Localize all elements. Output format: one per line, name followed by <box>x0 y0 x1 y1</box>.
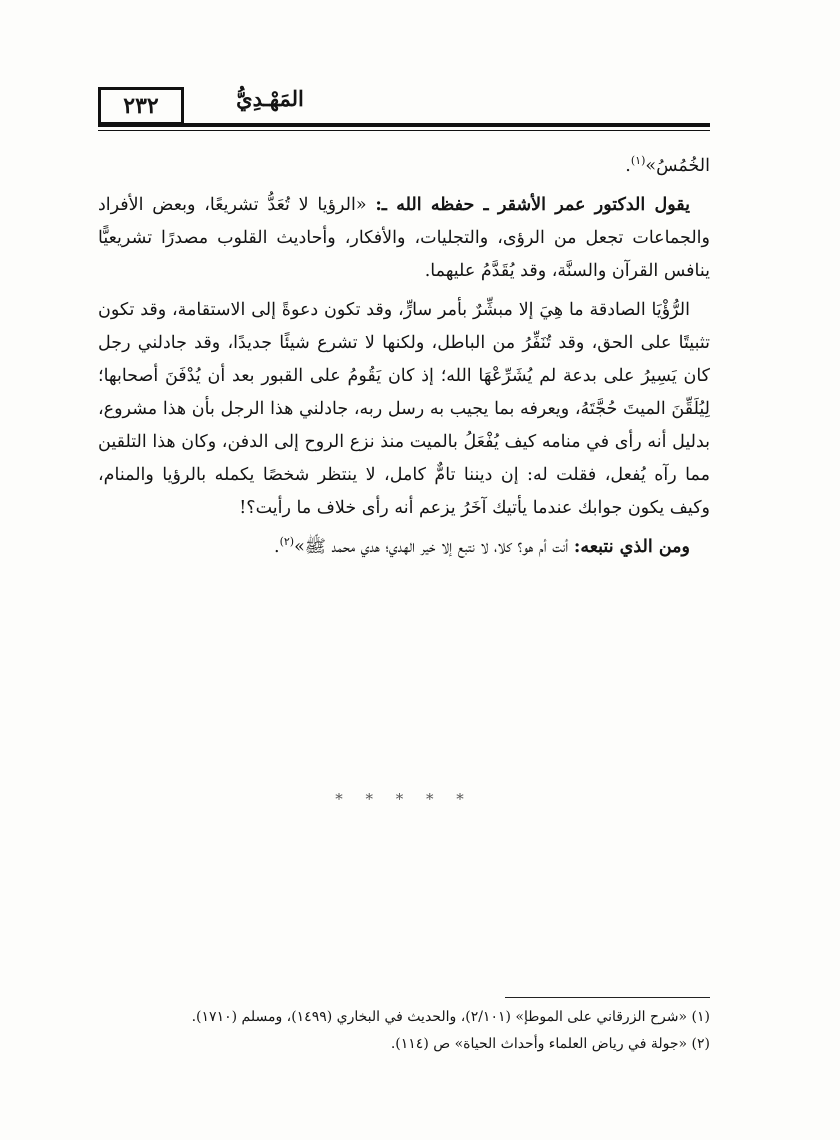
paragraph-whom-we-follow <box>98 531 710 564</box>
paragraph-follow-text: أنت أم هو؟ كلا، لا نتبع إلا خير الهدي؛ هدي محمد ﷺ» <box>294 537 574 557</box>
footnote-ref-2: (٢) <box>279 535 295 549</box>
page-number: ٢٣٢ <box>98 87 184 125</box>
paragraph-ashqar-intro <box>98 189 710 288</box>
speaker-question: ومن الذي نتبعه: <box>573 537 690 557</box>
footnotes <box>98 1004 710 1058</box>
main-text <box>98 150 710 564</box>
paragraph-ashqar-text: «الرؤيا لا تُعَدُّ تشريعًا، وبعض الأفراد والجماعات تجعل من الرؤى، والتجليات، والأفكار، وأحاديث القلوب مصدرًا تشريعيًّا ينافس القرآن والسنَّة، وقد يُقَدَّمُ عليهما. <box>98 195 710 281</box>
running-title: المَهْـدِيُّ <box>236 86 304 111</box>
header-rule-thin <box>98 130 710 131</box>
quote-tail: الخُمُسُ» <box>645 156 710 176</box>
quote-tail-period: . <box>625 156 631 176</box>
header-rule-thick <box>98 123 710 127</box>
footnote-2: (٢) «جولة في رياض العلماء وأحداث الحياة» ص (١١٤). <box>390 1036 710 1052</box>
footnote-rule <box>505 997 710 998</box>
paragraph-quote-end <box>98 150 710 183</box>
footnote-ref-1: (١) <box>630 154 646 168</box>
footnote-1: (١) «شرح الزرقاني على الموطإ» (٢/١٠١)، والحديث في البخاري (١٤٩٩)، ومسلم (١٧١٠). <box>191 1009 710 1025</box>
follow-period: . <box>273 537 280 557</box>
speaker-intro: يقول الدكتور عمر الأشقر ـ حفظه الله ـ: <box>375 195 690 215</box>
section-separator: * * * * * <box>335 790 473 808</box>
paragraph-true-dream: الرُّؤْيَا الصادقة ما هِيَ إلا مبشِّرٌ بأمر سارٍّ، وقد تكون دعوةً إلى الاستقامة، وقد تكون تثبيتًا على الحق، وقد تُنَفِّرُ من الباطل، ولكنها لا تشرع شيئًا جديدًا، وقد جادلني رجل كان يَسِيرُ على بدعة لم يُشَرِّعْهَا الله؛ إذ كان يَقُومُ على القبور بعد أن يُدْفَنَ أصحابها؛ لِيُلَقِّنَ الميتَ حُجَّتَهُ، ويعرفه بما يجيب به رسل ربه، جادلني هذا الرجل بأن هذا مشروع، بدليل أنه رأى في منامه كيف يُفْعَلُ بالميت منذ نزع الروح إلى الدفن، وكان هذا التلقين مما رآه يُفعل، فقلت له: إن ديننا تامٌّ كامل، لا ينتظر شخصًا يكمله بالرؤيا والمنام، وكيف يكون جوابك عندما يأتيك آخَرُ يزعم أنه رأى خلاف ما رأيت؟! <box>98 300 710 518</box>
